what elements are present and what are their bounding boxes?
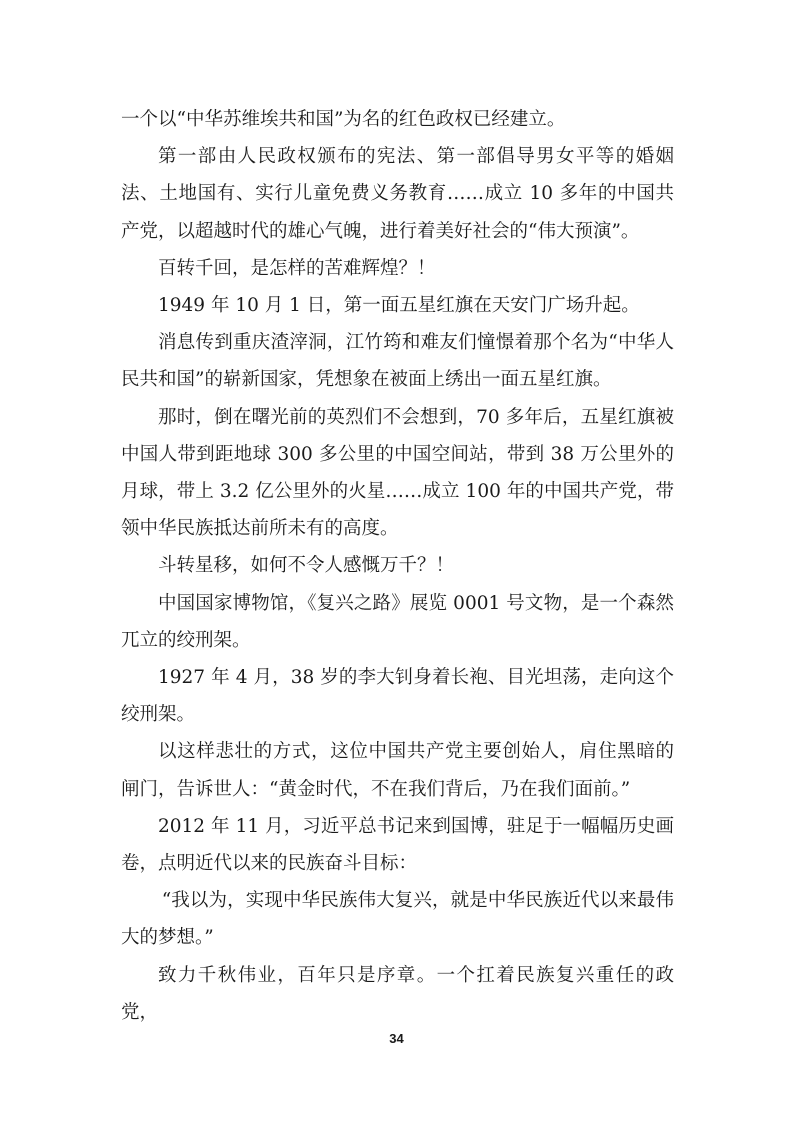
paragraph: 消息传到重庆渣滓洞，江竹筠和难友们憧憬着那个名为“中华人民共和国”的崭新国家，凭想象在被面上绣出一面五星红旗。: [121, 332, 674, 391]
paragraph: 2012 年 11 月，习近平总书记来到国博，驻足于一幅幅历史画卷，点明近代以来的民族奋斗目标：: [121, 815, 674, 875]
paragraph: 百转千回，是怎样的苦难辉煌？！: [158, 257, 436, 279]
paragraph: 1949 年 10 月 1 日，第一面五星红旗在天安门广场升起。: [158, 295, 640, 317]
paragraph: 致力千秋伟业，百年只是序章。一个扛着民族复兴重任的政党，: [121, 964, 674, 1023]
body-text: [121, 101, 674, 1031]
paragraph: 那时，倒在曙光前的英烈们不会想到，70 多年后，五星红旗被中国人带到距地球 300 多公里的中国空间站，带到 38 万公里外的月球，带上 3.2 亿公里外的火星……成立 100 年的中国共产党，带领中华民族抵达前所未有的高度。: [121, 406, 674, 540]
page-number: 34: [389, 1031, 404, 1046]
paragraph: 中国国家博物馆，《复兴之路》展览 0001 号文物，是一个森然兀立的绞刑架。: [121, 592, 674, 651]
paragraph: 斗转星移，如何不令人感慨万千？！: [158, 555, 455, 577]
paragraph: 1927 年 4 月，38 岁的李大钊身着长袍、目光坦荡，走向这个绞刑架。: [121, 667, 674, 726]
paragraph: 以这样悲壮的方式，这位中国共产党主要创始人，肩住黑暗的闸门，告诉世人：“黄金时代，不在我们背后，乃在我们面前。”: [121, 741, 674, 800]
paragraph: 第一部由人民政权颁布的宪法、第一部倡导男女平等的婚姻法、土地国有、实行儿童免费义务教育……成立 10 多年的中国共产党，以超越时代的雄心气魄，进行着美好社会的“伟大预演”。: [121, 146, 674, 242]
paragraph: 一个以“中华苏维埃共和国”为名的红色政权已经建立。: [121, 109, 566, 130]
quote-paragraph: “我以为，实现中华民族伟大复兴，就是中华民族近代以来最伟大的梦想。”: [121, 890, 674, 949]
